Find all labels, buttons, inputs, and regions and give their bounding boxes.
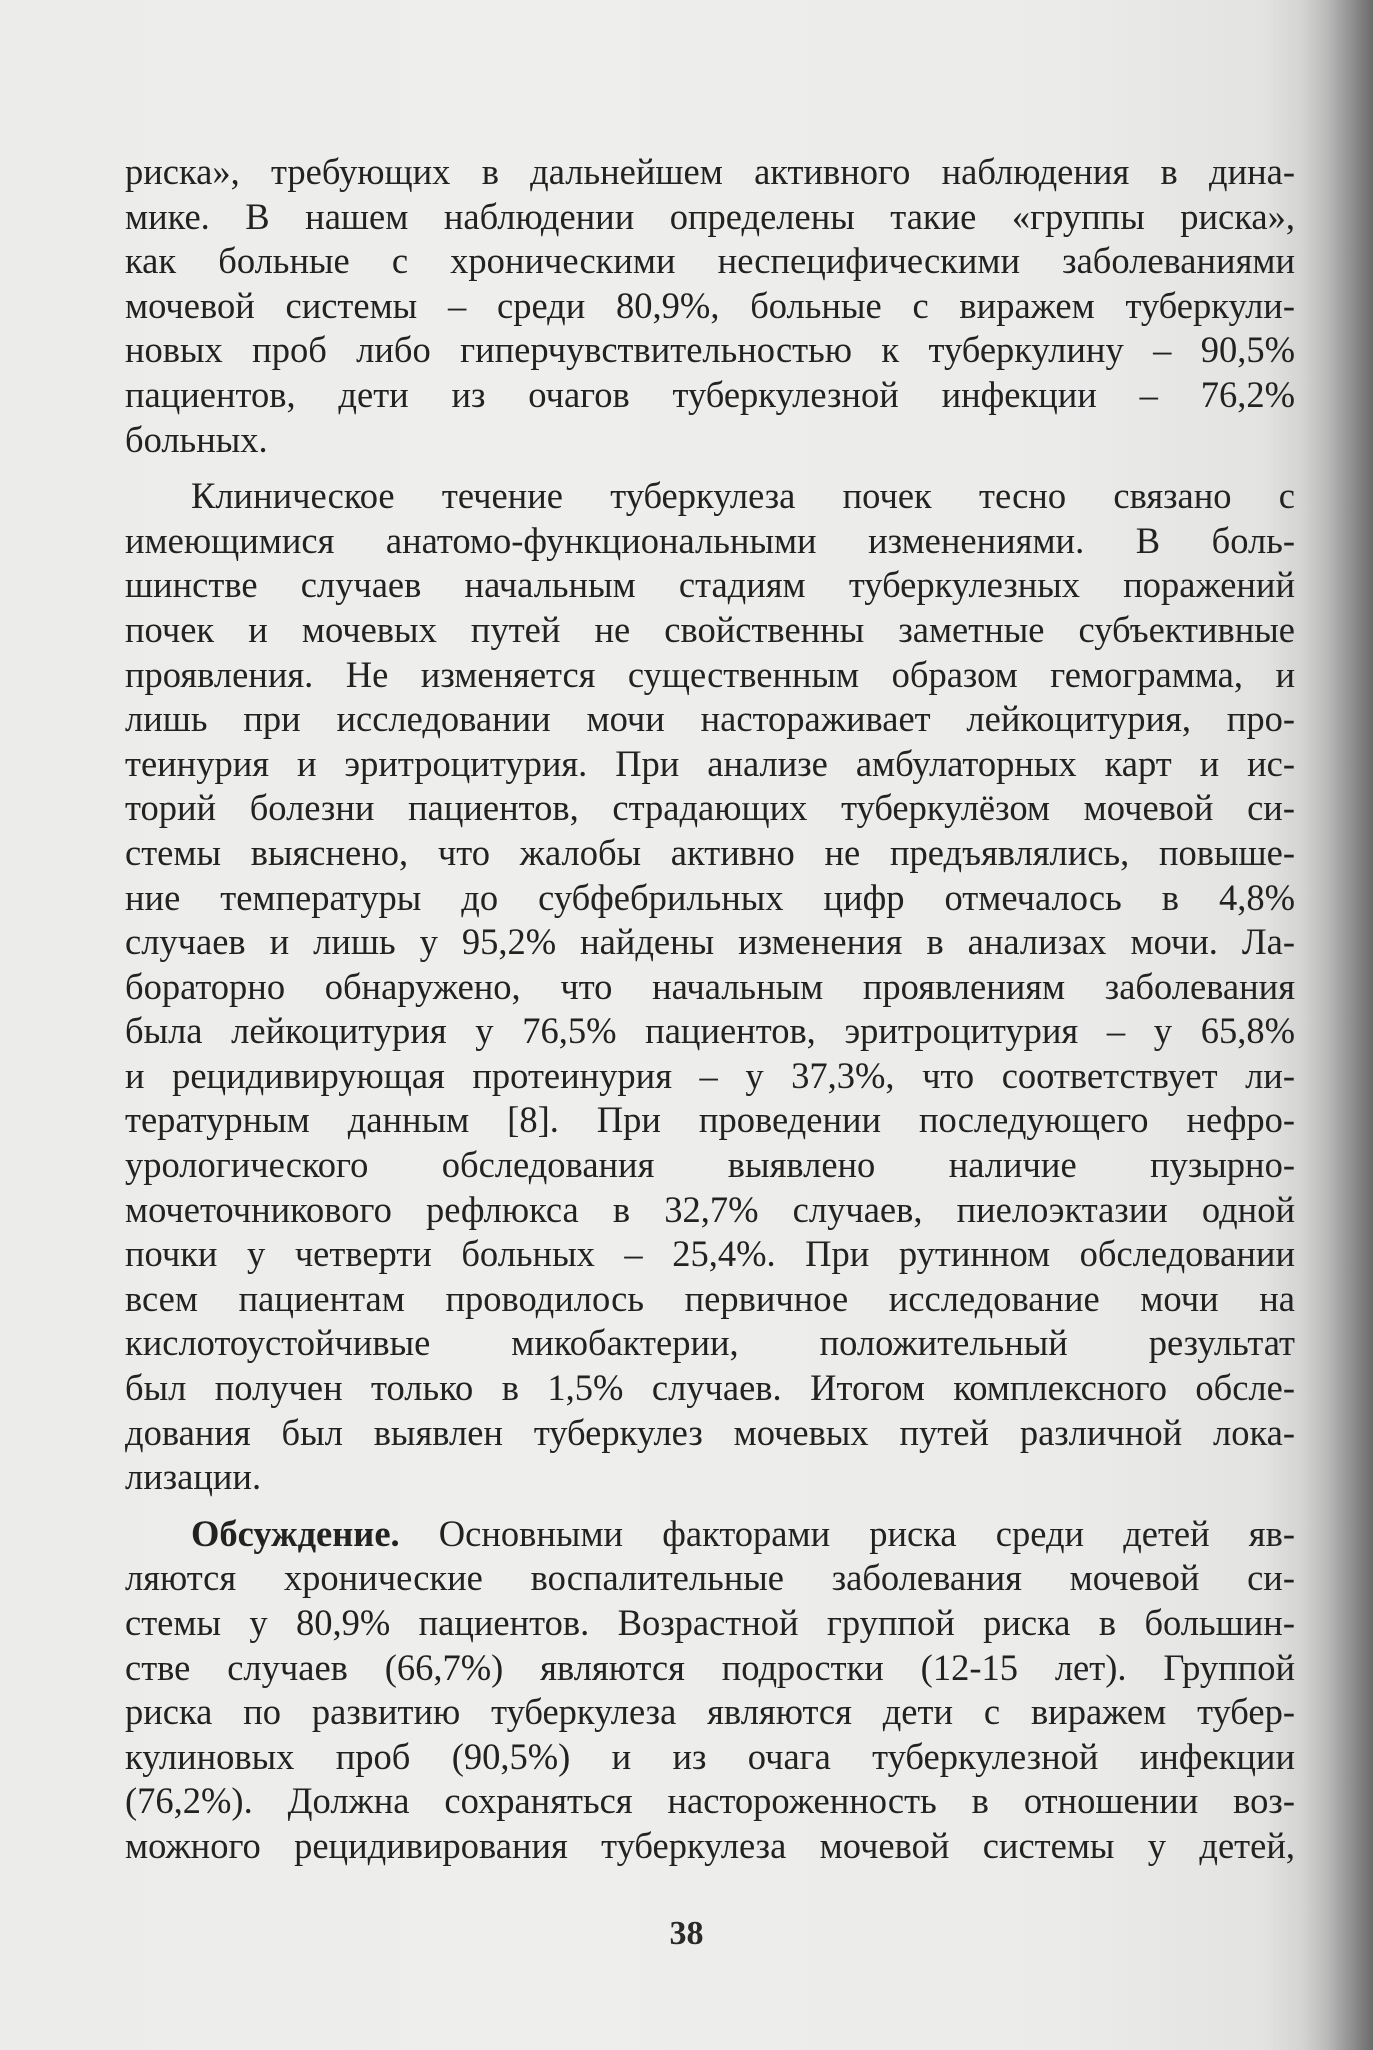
text-line: теинурия и эритроцитурия. При анализе амбулаторных карт и ис- [125, 742, 1295, 784]
text-line: мочеточникового рефлюкса в 32,7% случаев, пиелоэктазии одной [125, 1188, 1295, 1230]
text-line: ние температуры до субфебрильных цифр отмечалось в 4,8% [125, 876, 1295, 918]
text-line: риска по развитию туберкулеза являются дети с виражем тубер- [125, 1691, 1295, 1733]
text-line: всем пациентам проводилось первичное исследование мочи на [125, 1277, 1295, 1319]
text-line: ляются хронические воспалительные заболевания мочевой си- [125, 1557, 1295, 1599]
text-line: Клиническое течение туберкулеза почек тесно связано с [191, 475, 1295, 517]
text-line: стемы у 80,9% пациентов. Возрастной группой риска в большин- [125, 1602, 1295, 1643]
text-line-rest: Основными факторами риска среди детей яв- [399, 1512, 1295, 1554]
page-number: 38 [669, 1915, 704, 1952]
text-line: дования был выявлен туберкулез мочевых путей различной лока- [125, 1411, 1295, 1453]
text-line: торий болезни пациентов, страдающих туберкулёзом мочевой си- [125, 787, 1295, 829]
text-line: новых проб либо гиперчувствительностью к туберкулину – 90,5% [125, 329, 1295, 371]
text-line: почек и мочевых путей не свойственны заметные субъективные [125, 608, 1295, 650]
text-line: была лейкоцитурия у 76,5% пациентов, эритроцитурия – у 65,8% [125, 1010, 1295, 1052]
text-line: мике. В нашем наблюдении определены такие «группы риска», [125, 195, 1295, 237]
text-line: можного рецидивирования туберкулеза мочевой системы у детей, [125, 1824, 1295, 1866]
text-line: пациентов, дети из очагов туберкулезной инфекции – 76,2% [125, 373, 1295, 415]
text-line: лишь при исследовании мочи настораживает лейкоцитурия, про- [125, 698, 1295, 740]
paragraph-1 [125, 150, 1295, 462]
text-line: имеющимися анатомо-функциональными изменениями. В боль- [125, 519, 1295, 561]
discussion-heading: Обсуждение. [191, 1512, 400, 1554]
text-line: лизации. [125, 1456, 262, 1498]
text-line: и рецидивирующая протеинурия – у 37,3%, что соответствует ли- [125, 1054, 1295, 1096]
binding-shadow [1303, 0, 1373, 2050]
text-line: почки у четверти больных – 25,4%. При рутинном обследовании [125, 1233, 1295, 1275]
text-line: кулиновых проб (90,5%) и из очага туберкулезной инфекции [125, 1735, 1295, 1777]
text-line: больных. [125, 418, 268, 460]
text-line: кислотоустойчивые микобактерии, положительный результат [125, 1322, 1295, 1364]
text-line: урологического обследования выявлено наличие пузырно- [125, 1144, 1295, 1186]
paragraph-2 [125, 474, 1295, 1500]
body-text [125, 150, 1295, 1869]
text-line: шинстве случаев начальным стадиям туберкулезных поражений [125, 564, 1295, 606]
text-line: случаев и лишь у 95,2% найдены изменения в анализах мочи. Ла- [125, 921, 1295, 963]
text-line: тературным данным [8]. При проведении последующего нефро- [125, 1099, 1295, 1141]
paragraph-3 [125, 1512, 1295, 1869]
text-line [125, 1512, 1295, 1557]
text-line: риска», требующих в дальнейшем активного наблюдения в дина- [125, 151, 1295, 192]
text-line: бораторно обнаружено, что начальным проявлениям заболевания [125, 965, 1295, 1007]
text-line: мочевой системы – среди 80,9%, больные с виражем туберкули- [125, 284, 1295, 326]
text-line: был получен только в 1,5% случаев. Итогом комплексного обсле- [125, 1367, 1295, 1409]
text-line: стве случаев (66,7%) являются подростки (12-15 лет). Группой [125, 1646, 1295, 1688]
text-line: проявления. Не изменяется существенным образом гемограмма, и [125, 653, 1295, 695]
text-line: стемы выяснено, что жалобы активно не предъявлялись, повыше- [125, 831, 1295, 873]
text-line: (76,2%). Должна сохраняться настороженность в отношении воз- [125, 1780, 1295, 1822]
text-line: как больные с хроническими неспецифическими заболеваниями [125, 240, 1295, 282]
